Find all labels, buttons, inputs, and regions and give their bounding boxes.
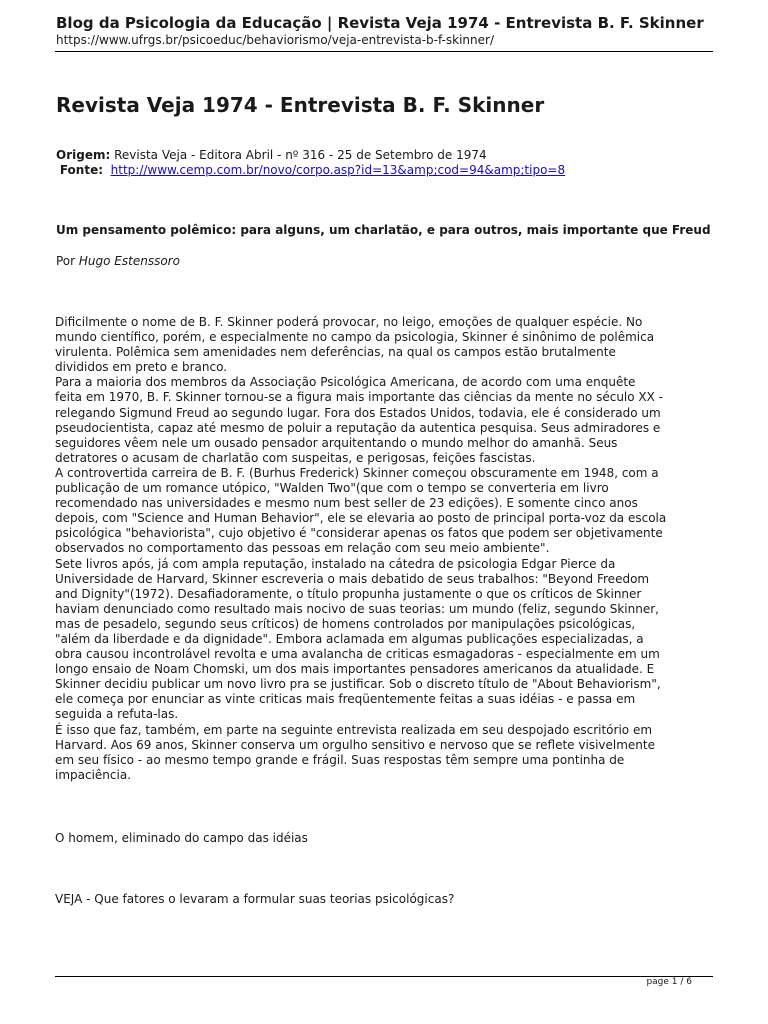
body-line: impaciência. [55,767,132,782]
section-heading: O homem, eliminado do campo das idéias [55,831,308,845]
body-line: Skinner decidiu publicar um novo livro pra se justificar. Sob o discreto título de "About Behaviorism", [55,677,661,692]
body-line: seguidores vêem nele um ousado pensador arquitentando o mundo melhor do amanhã. Seus [55,435,618,450]
article-meta [56,148,565,178]
source-link[interactable]: http://www.cemp.com.br/novo/corpo.asp?id=13&amp;cod=94&amp;tipo=8 [110,163,566,177]
body-line: virulenta. Polêmica sem amenidades nem deferências, na qual os campos estão brutalmente [55,345,616,360]
source-label: Fonte: [59,163,103,177]
body-line: observados no comportamento das pessoas em relação com seu meio ambiente". [55,541,550,556]
body-line: mundo científico, porém, e especialmente no campo da psicologia, Skinner é sinônimo de polêmica [55,330,655,345]
origin-label: Origem: [56,148,111,162]
body-line: haviam denunciado como resultado mais nocivo de suas teorias: um mundo (feliz, segundo Skinner, [55,601,659,616]
body-line: and Dignity"(1972). Desafiadoramente, o título propunha justamente o que os críticos de Skinner [55,586,642,601]
body-line: feita em 1970, B. F. Skinner tornou-se a figura mais importante das ciências da mente no século XX - [55,390,664,405]
body-line: obra causou incontrolável revolta e uma avalancha de criticas esmagadoras - especialmente em um [55,647,660,662]
body-line: recomendado nas universidades e mesmo num best seller de 23 edições). E somente cinco anos [55,496,638,511]
body-line: seguida a refuta-las. [55,707,179,722]
byline-prefix: Por [56,254,79,268]
body-line: em seu físico - ao mesmo tempo grande e frágil. Suas respostas têm sempre uma pontinha de [55,752,625,767]
article-subheading: Um pensamento polêmico: para alguns, um charlatão, e para outros, mais importante que Freud [56,223,711,237]
body-line: mas de pesadelo, segundo seus críticos) de homens controlados por manipulações psicológicas, [55,616,636,631]
article-body [55,315,715,783]
body-line: Universidade de Harvard, Skinner escreveria o mais debatido de seus trabalhos: "Beyond Freedom [55,571,650,586]
byline-author: Hugo Estenssoro [78,254,180,268]
body-line: É isso que faz, também, em parte na seguinte entrevista realizada em seu despojado escritório em [55,722,653,737]
article-title: Revista Veja 1974 - Entrevista B. F. Skinner [56,93,545,117]
interview-question: VEJA - Que fatores o levaram a formular suas teorias psicológicas? [55,892,455,906]
body-line: A controvertida carreira de B. F. (Burhus Frederick) Skinner começou obscuramente em 1948, com a [55,465,659,480]
body-line: psicológica "behaviorista", cujo objetivo é "considerar apenas os fatos que podem ser objetivamente [55,526,663,541]
origin-line [56,148,565,163]
body-line: Sete livros após, já com ampla reputação, instalado na cátedra de psicologia Edgar Pierce da [55,556,616,571]
body-line: pseudocientista, capaz até mesmo de poluir a reputação da autentica pesquisa. Seus admiradores e [55,420,661,435]
body-line: depois, com "Science and Human Behavior", ele se elevaria ao posto de principal porta-voz da escola [55,511,667,526]
body-line: "além da liberdade e da dignidade". Embora aclamada em algumas publicações especializadas, a [55,631,644,646]
header-divider [55,51,713,52]
footer-divider [55,976,713,977]
body-line: Para a maioria dos membros da Associação Psicológica Americana, de acordo com uma enquête [55,375,636,390]
body-line: Dificilmente o nome de B. F. Skinner poderá provocar, no leigo, emoções de qualquer espécie. No [55,315,643,329]
body-line: ele começa por enunciar as vinte criticas mais freqüentemente feitas a suas idéias - e passa em [55,692,636,707]
body-line: relegando Sigmund Freud ao segundo lugar. Fora dos Estados Unidos, todavia, ele é considerado um [55,405,661,420]
document-header-url: https://www.ufrgs.br/psicoeduc/behaviorismo/veja-entrevista-b-f-skinner/ [56,33,494,47]
body-line: divididos em preto e branco. [55,360,228,375]
body-line: Harvard. Aos 69 anos, Skinner conserva um orgulho sensitivo e nervoso que se reflete visivelmente [55,737,655,752]
page-number: page 1 / 6 [646,977,692,987]
body-line: longo ensaio de Noam Chomski, um dos mais importantes pensadores americanos da atualidade. E [55,662,655,677]
document-header-title: Blog da Psicologia da Educação | Revista Veja 1974 - Entrevista B. F. Skinner [56,14,704,32]
body-line: detratores o acusam de charlatão com suspeitas, e perigosas, feições fascistas. [55,450,536,465]
body-line: publicação de um romance utópico, "Walden Two"(que com o tempo se converteria em livro [55,481,609,496]
origin-value: Revista Veja - Editora Abril - nº 316 - 25 de Setembro de 1974 [110,148,487,162]
byline [56,254,180,268]
source-line [56,163,565,178]
